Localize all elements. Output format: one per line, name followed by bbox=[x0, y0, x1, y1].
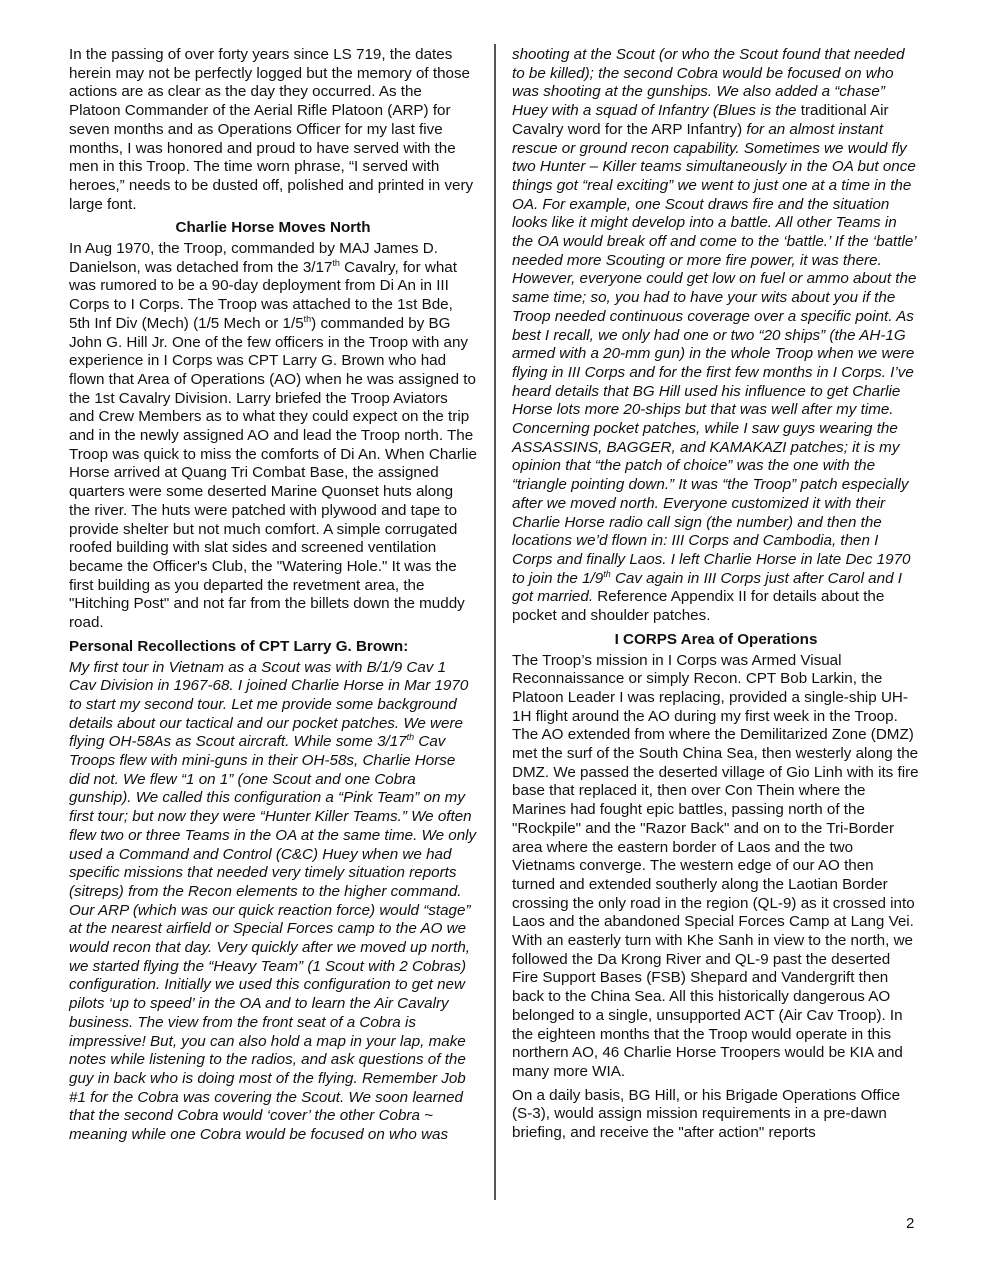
page-number: 2 bbox=[906, 1215, 915, 1232]
heading-charlie-horse-moves-north: Charlie Horse Moves North bbox=[175, 219, 371, 237]
text-run: In Aug 1970, the Troop, commanded by MAJ James D. Danielson, was detached from the 3/17 bbox=[69, 240, 438, 276]
ao-paragraph: The Troop’s mission in I Corps was Armed Visual Reconnaissance or simply Recon. CPT Bob Larkin, the Platoon Leader I was replacing, provided a single-ship UH-1H flight around the AO during my first week in the Troop. The AO extended from where the Demilitarized Zone (DMZ) met the surf of the South China Sea, then westerly along the DMZ. We passed the deserted village of Gio Linh with its fire base that replaced it, then over Con Thein where the Marines had fought epic battles, passing north of the "Rockpile" and the "Razor Back" and on to the Tri-Border area where the eastern border of Laos and the two Vietnams converge. The western edge of our AO then turned and extended southerly along the Laotian Border crossing the only road in the region (QL-9) as it crossed into Laos and the abandoned Special Forces Camp at Lang Vei. With an easterly turn with Khe Sanh in view to the north, we followed the Da Krong River and QL-9 past the deserted Fire Support Bases (FSB) Shepard and Vandergrift then back to the China Sea. All this historically dangerous AO belonged to a single, unsupported ACT (Air Cav Troop). In the eighteen months that the Troop would operate in this northern AO, 46 Charlie Horse Troopers would be KIA and many more WIA. bbox=[512, 651, 919, 1080]
text-run: Cavalry, for what was rumored to be a 90-day deployment from Di An in III Corps to I Corps. The Troop was attached to the 1st Bde, 5th Inf Div (Mech) (1/5 Mech or 1/5 bbox=[69, 258, 457, 332]
heading-personal-recollections: Personal Recollections of CPT Larry G. Brown: bbox=[69, 637, 409, 655]
right-column bbox=[512, 46, 920, 1148]
intro-paragraph: In the passing of over forty years since LS 719, the dates herein may not be perfectly logged but the memory of those actions are as clear as the day they occurred. As the Platoon Commander of the Aerial Rifle Platoon (ARP) for seven months and as Operations Officer for my last five months, I was honored and proud to have served with the men in this Troop. The time worn phrase, “I served with heroes,” needs to be dusted off, polished and printed in very large font. bbox=[69, 46, 474, 213]
text-run: shooting at the Scout (or who the Scout found that needed to be killed); the second Cobra would be focused on who was shooting at the gunships. We also added a “chase” Huey with a squad of Infantry (Blues is the bbox=[512, 46, 905, 120]
text-run: ) commanded by BG John G. Hill Jr. One of the few officers in the Troop with any experience in I Corps was CPT Larry G. Brown who had flown that Area of Operations (AO) when he was assigned to the 1st Cavalry Division. Larry briefed the Troop Aviators and Crew Members as to what they could expect on the trip and in the newly assigned AO and lead the Troop north. The Troop was quick to miss the comforts of Di An. When Charlie Horse arrived at Quang Tri Combat Base, the assigned quarters were some deserted Marine Quonset huts along the river. The huts were patched with plywood and tape to provide shelter but not much comfort. A simple corrugated roofed building with slat sides and screened ventilation became the Officer's Club, the "Watering Hole." It was the first building as you departed the revetment area, the "Hitching Post" and not far from the billets down the muddy road. bbox=[69, 314, 477, 632]
recollections-paragraph bbox=[69, 659, 477, 1145]
superscript: th bbox=[303, 313, 312, 324]
text-run: Cav Troops flew with mini-guns in their OH-58s, Charlie Horse did not. We flew “1 on 1” (one Scout and one Cobra gunship). We called this configuration a “Pink Team” on my first tour; but now they were “Hunter Killer Teams.” We often flew two or three Teams in the OA at the same time. We only used a Command and Control (C&C) Huey when we had specific missions that needed very timely situation reports (sitreps) from the Recon elements to the higher command. Our ARP (which was our quick reaction force) would “stage” at the nearest airfield or Special Forces camp to the AO we would recon that day. Very quickly after we moved up north, we started flying the “Heavy Team” (1 Scout with 2 Cobras) configuration. Initially we used this configuration to get new pilots ‘up to speed’ in the OA and to learn the Air Cavalry business. The view from the front seat of a Cobra is impressive! But, you can also hold a map in your lap, make notes while listening to the radios, and ask questions of the guy in back who is doing most of the flying. Remember Job #1 for the Cobra was covering the Scout. We soon learned that the second Cobra would ‘cover’ the other Cobra ~ meaning while one Cobra would be focused on who was bbox=[69, 733, 477, 1144]
column-divider bbox=[494, 44, 496, 1200]
text-run: Reference Appendix II for details about the pocket and shoulder patches. bbox=[512, 588, 885, 625]
recollections-continued-paragraph bbox=[512, 46, 920, 626]
daily-basis-paragraph: On a daily basis, BG Hill, or his Brigade Operations Office (S-3), would assign mission requirements in a pre-dawn briefing, and receive the "after action" reports bbox=[512, 1086, 901, 1142]
text-run: traditional Air Cavalry word for the ARP Infantry) bbox=[512, 102, 889, 138]
text-run: Cav again in III Corps just after Carol and I got married. bbox=[512, 569, 902, 606]
heading-i-corps-area: I CORPS Area of Operations bbox=[614, 630, 818, 648]
left-column bbox=[69, 46, 477, 1150]
superscript: th bbox=[406, 732, 415, 743]
text-run: for an almost instant rescue or ground recon capability. Sometimes we would fly two Hunter – Killer teams simultaneously in the OA but once things got “real exciting” we went to just one at a time in the OA. For example, one Scout draws fire and the situation looks like it might develop into a battle. All other Teams in the OA would break off and come to the ‘battle.’ If the ‘battle’ needed more Scouting or more fire power, it was there. However, everyone could get low on fuel or ammo about the same time; so, you had to have your wits about you if the Troop needed continuous coverage over a specific point. As best I recall, we only had one or two “20 ships” (the AH-1G armed with a 20-mm gun) in the whole Troop when we were flying in III Corps and for the first few months in I Corps. I’ve heard details that BG Hill used his influence to get Charlie Horse lots more 20-ships but that was well after my time. Concerning pocket patches, while I saw guys wearing the ASSASSINS, BAGGER, and KAMAKAZI patches; it is my opinion that “the patch of choice” was the one with the “triangle pointing down.” It was “the Troop” patch especially after we moved north. Everyone customized it with their Charlie Horse radio call sign (the number) and then the locations we’d flown in: III Corps and Cambodia, then I Corps and finally Laos. I left Charlie Horse in late Dec 1970 to join the 1/9 bbox=[512, 120, 917, 587]
superscript: th bbox=[603, 568, 611, 579]
text-run: My first tour in Vietnam as a Scout was with B/1/9 Cav 1 Cav Division in 1967-68. I joined Charlie Horse in Mar 1970 to start my second tour. Let me provide some background details about our tactical and our pocket patches. We were flying OH-58As as Scout aircraft. While some 3/17 bbox=[69, 658, 469, 751]
superscript: th bbox=[332, 257, 340, 268]
move-north-paragraph bbox=[69, 240, 477, 633]
